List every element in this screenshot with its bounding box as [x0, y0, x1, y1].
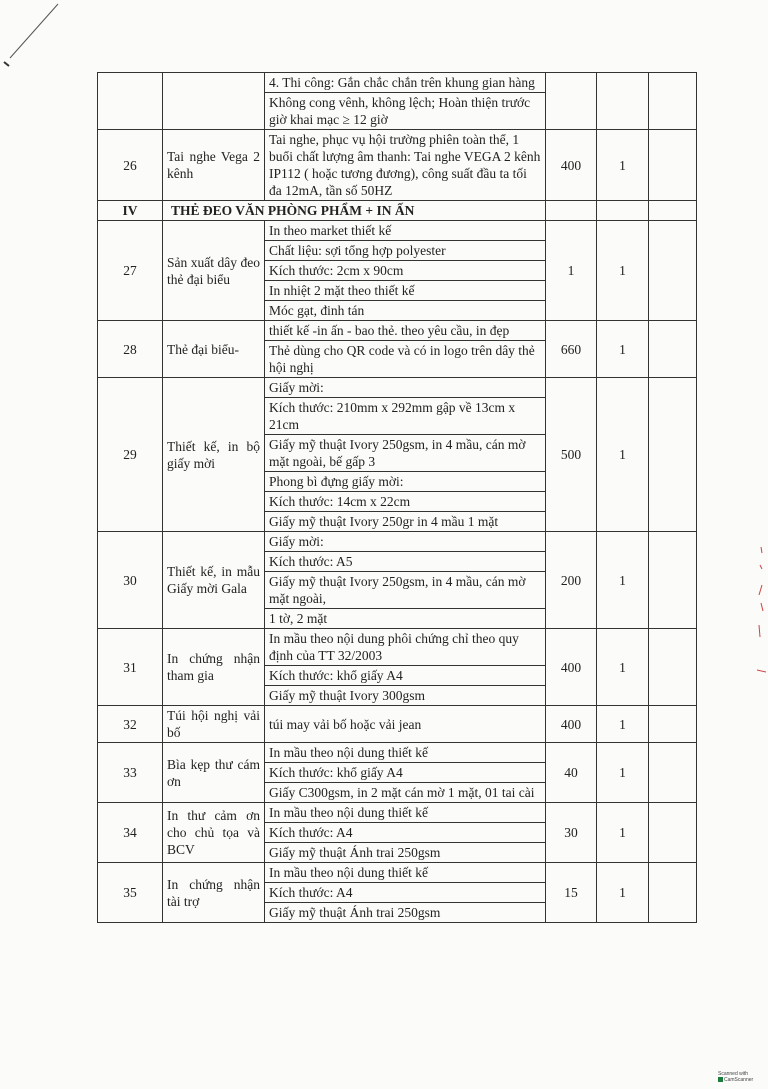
item-quantity: 500 [546, 378, 597, 532]
item-note [649, 221, 697, 321]
item-note [649, 130, 697, 201]
item-spec: Phong bì đựng giấy mời: [265, 472, 546, 492]
item-days: 1 [597, 532, 649, 629]
scan-corner-mark [0, 0, 70, 70]
item-name: Bìa kẹp thư cám ơn [163, 743, 265, 803]
item-spec: In mầu theo nội dung thiết kế [265, 803, 546, 823]
table-row [98, 130, 697, 201]
item-number [98, 73, 163, 130]
quotation-table-container [97, 72, 696, 923]
item-days: 1 [597, 321, 649, 378]
item-quantity: 1 [546, 221, 597, 321]
item-spec: Móc gạt, đinh tán [265, 301, 546, 321]
quotation-table [97, 72, 697, 923]
item-number: 28 [98, 321, 163, 378]
table-row [98, 73, 697, 93]
item-note [649, 532, 697, 629]
item-name: Tai nghe Vega 2 kênh [163, 130, 265, 201]
item-spec: Chất liệu: sợi tổng hợp polyester [265, 241, 546, 261]
table-row [98, 321, 697, 341]
item-days [597, 73, 649, 130]
item-name: In chứng nhận tham gia [163, 629, 265, 706]
item-days: 1 [597, 130, 649, 201]
item-name: In thư cảm ơn cho chủ tọa và BCV [163, 803, 265, 863]
item-spec: Kích thước: A4 [265, 883, 546, 903]
table-row [98, 532, 697, 552]
item-number: 31 [98, 629, 163, 706]
item-spec: Kích thước: khổ giấy A4 [265, 666, 546, 686]
item-spec: Giấy mời: [265, 378, 546, 398]
item-spec: Kích thước: 14cm x 22cm [265, 492, 546, 512]
item-note [649, 743, 697, 803]
item-number: 32 [98, 706, 163, 743]
section-number: IV [98, 201, 163, 221]
item-spec: In mầu theo nội dung thiết kế [265, 863, 546, 883]
item-name: Thiết kế, in mẫu Giấy mời Gala [163, 532, 265, 629]
item-spec: Giấy mỹ thuật Ivory 300gsm [265, 686, 546, 706]
item-note [649, 629, 697, 706]
item-spec: Không cong vênh, không lệch; Hoàn thiện trước giờ khai mạc ≥ 12 giờ [265, 93, 546, 130]
item-quantity [546, 73, 597, 130]
table-row [98, 706, 697, 743]
item-name: Sản xuất dây đeo thẻ đại biểu [163, 221, 265, 321]
item-note [649, 706, 697, 743]
section-title: THẺ ĐEO VĂN PHÒNG PHẨM + IN ẤN [163, 201, 546, 221]
item-spec: 1 tờ, 2 mặt [265, 609, 546, 629]
table-row [98, 743, 697, 763]
item-spec: Giấy mỹ thuật Ánh trai 250gsm [265, 843, 546, 863]
item-note [649, 73, 697, 130]
item-note [649, 321, 697, 378]
item-quantity: 400 [546, 706, 597, 743]
item-name [163, 73, 265, 130]
table-row [98, 221, 697, 241]
item-name: Túi hội nghị vải bố [163, 706, 265, 743]
item-spec: In nhiệt 2 mặt theo thiết kế [265, 281, 546, 301]
item-number: 35 [98, 863, 163, 923]
section-empty-cell [649, 201, 697, 221]
item-number: 34 [98, 803, 163, 863]
item-quantity: 400 [546, 629, 597, 706]
item-days: 1 [597, 863, 649, 923]
item-spec: Giấy mỹ thuật Ivory 250gsm, in 4 mầu, cán mờ mặt ngoài, bế gấp 3 [265, 435, 546, 472]
item-spec: túi may vải bố hoặc vải jean [265, 706, 546, 743]
item-spec: Kích thước: khổ giấy A4 [265, 763, 546, 783]
item-note [649, 863, 697, 923]
table-row [98, 863, 697, 883]
item-days: 1 [597, 803, 649, 863]
item-note [649, 803, 697, 863]
item-days: 1 [597, 378, 649, 532]
section-empty-cell [597, 201, 649, 221]
item-spec: In mầu theo nội dung phôi chứng chỉ theo quy định của TT 32/2003 [265, 629, 546, 666]
item-spec: 4. Thi công: Gắn chắc chắn trên khung gian hàng [265, 73, 546, 93]
item-quantity: 400 [546, 130, 597, 201]
item-quantity: 200 [546, 532, 597, 629]
item-spec: In mầu theo nội dung thiết kế [265, 743, 546, 763]
item-name: In chứng nhận tài trợ [163, 863, 265, 923]
item-quantity: 15 [546, 863, 597, 923]
item-days: 1 [597, 706, 649, 743]
item-spec: Tai nghe, phục vụ hội trường phiên toàn thể, 1 buổi chất lượng âm thanh: Tai nghe VEGA 2 kênh IP112 ( hoặc tương đương), công suất đầu ta tối đa 12mA, tần số 50HZ [265, 130, 546, 201]
margin-pencil-marks [755, 545, 767, 685]
item-name: Thẻ đại biểu- [163, 321, 265, 378]
item-days: 1 [597, 629, 649, 706]
item-days: 1 [597, 743, 649, 803]
item-spec: thiết kế -in ấn - bao thẻ. theo yêu cầu, in đẹp [265, 321, 546, 341]
item-number: 26 [98, 130, 163, 201]
quotation-table-body [98, 73, 697, 923]
section-empty-cell [546, 201, 597, 221]
item-days: 1 [597, 221, 649, 321]
item-spec: Kích thước: A4 [265, 823, 546, 843]
item-spec: Kích thước: A5 [265, 552, 546, 572]
item-number: 33 [98, 743, 163, 803]
item-spec: In theo market thiết kế [265, 221, 546, 241]
camscanner-watermark: Scanned with CamScanner [718, 1071, 754, 1083]
item-spec: Giấy mời: [265, 532, 546, 552]
section-row [98, 201, 697, 221]
camscanner-logo-icon [718, 1077, 723, 1082]
item-spec: Thẻ dùng cho QR code và có in logo trên dây thẻ hội nghị [265, 341, 546, 378]
table-row [98, 803, 697, 823]
item-number: 30 [98, 532, 163, 629]
item-spec: Giấy mỹ thuật Ánh trai 250gsm [265, 903, 546, 923]
item-spec: Kích thước: 210mm x 292mm gập về 13cm x 21cm [265, 398, 546, 435]
table-row [98, 378, 697, 398]
item-number: 27 [98, 221, 163, 321]
item-note [649, 378, 697, 532]
item-spec: Giấy mỹ thuật Ivory 250gr in 4 mầu 1 mặt [265, 512, 546, 532]
item-quantity: 660 [546, 321, 597, 378]
item-spec: Kích thước: 2cm x 90cm [265, 261, 546, 281]
item-quantity: 40 [546, 743, 597, 803]
item-spec: Giấy mỹ thuật Ivory 250gsm, in 4 mầu, cán mờ mặt ngoài, [265, 572, 546, 609]
table-row [98, 629, 697, 666]
item-quantity: 30 [546, 803, 597, 863]
item-number: 29 [98, 378, 163, 532]
item-name: Thiết kế, in bộ giấy mời [163, 378, 265, 532]
item-spec: Giấy C300gsm, in 2 mặt cán mờ 1 mặt, 01 tai cài [265, 783, 546, 803]
